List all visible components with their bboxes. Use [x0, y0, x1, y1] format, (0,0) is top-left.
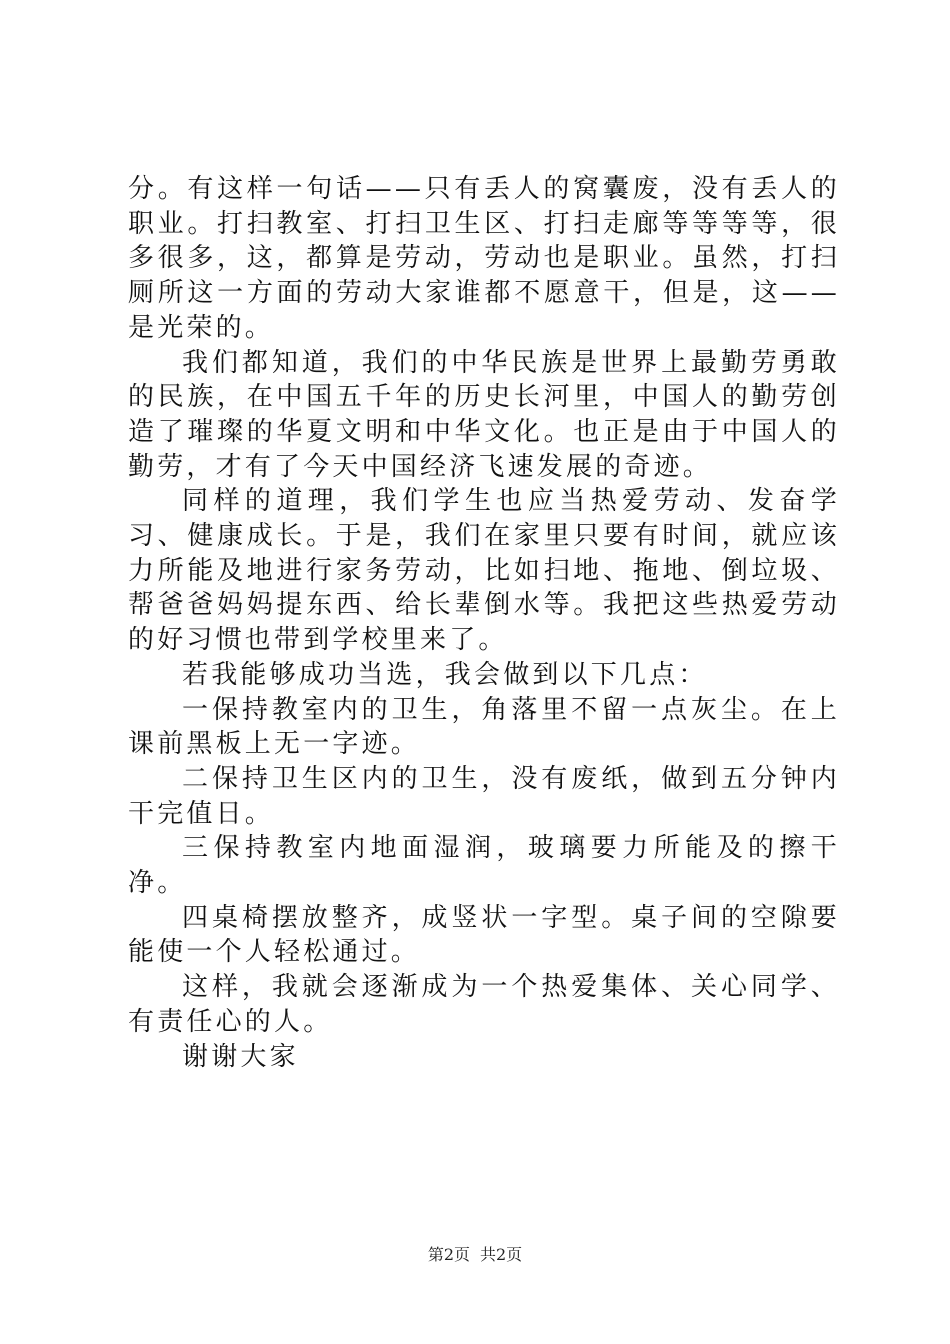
document-body — [128, 172, 840, 1074]
page-number-total: 共2页 — [480, 1245, 523, 1264]
paragraph-continuation: 分。有这样一句话——只有丢人的窝囊废，没有丢人的职业。打扫教室、打扫卫生区、打扫走廊等等等等，很多很多，这，都算是劳动，劳动也是职业。虽然，打扫厕所这一方面的劳动大家谁都不愿意干，但是，这——是光荣的。 — [128, 174, 840, 343]
paragraph-chinese-nation: 我们都知道，我们的中华民族是世界上最勤劳勇敢的民族，在中国五千年的历史长河里，中国人的勤劳创造了璀璨的华夏文明和中华文化。也正是由于中国人的勤劳，才有了今天中国经济飞速发展的奇迹。 — [128, 347, 840, 482]
list-item-point-one: 一保持教室内的卫生，角落里不留一点灰尘。在上课前黑板上无一字迹。 — [128, 694, 840, 760]
list-item-point-two: 二保持卫生区内的卫生，没有废纸，做到五分钟内干完值日。 — [128, 763, 840, 829]
page-footer — [0, 1245, 950, 1265]
list-item-point-three: 三保持教室内地面湿润，玻璃要力所能及的擦干净。 — [128, 833, 840, 899]
paragraph-thanks: 谢谢大家 — [182, 1041, 299, 1072]
page-number-current: 第2页 — [427, 1245, 470, 1264]
list-item-point-four: 四桌椅摆放整齐，成竖状一字型。桌子间的空隙要能使一个人轻松通过。 — [128, 902, 840, 968]
paragraph-conclusion: 这样，我就会逐渐成为一个热爱集体、关心同学、有责任心的人。 — [128, 972, 840, 1037]
paragraph-students-labor: 同样的道理，我们学生也应当热爱劳动、发奋学习、健康成长。于是，我们在家里只要有时间，就应该力所能及地进行家务劳动，比如扫地、拖地、倒垃圾、帮爸爸妈妈提东西、给长辈倒水等。我把这些热爱劳动的好习惯也带到学校里来了。 — [128, 486, 840, 656]
paragraph-if-elected: 若我能够成功当选，我会做到以下几点： — [182, 659, 708, 690]
